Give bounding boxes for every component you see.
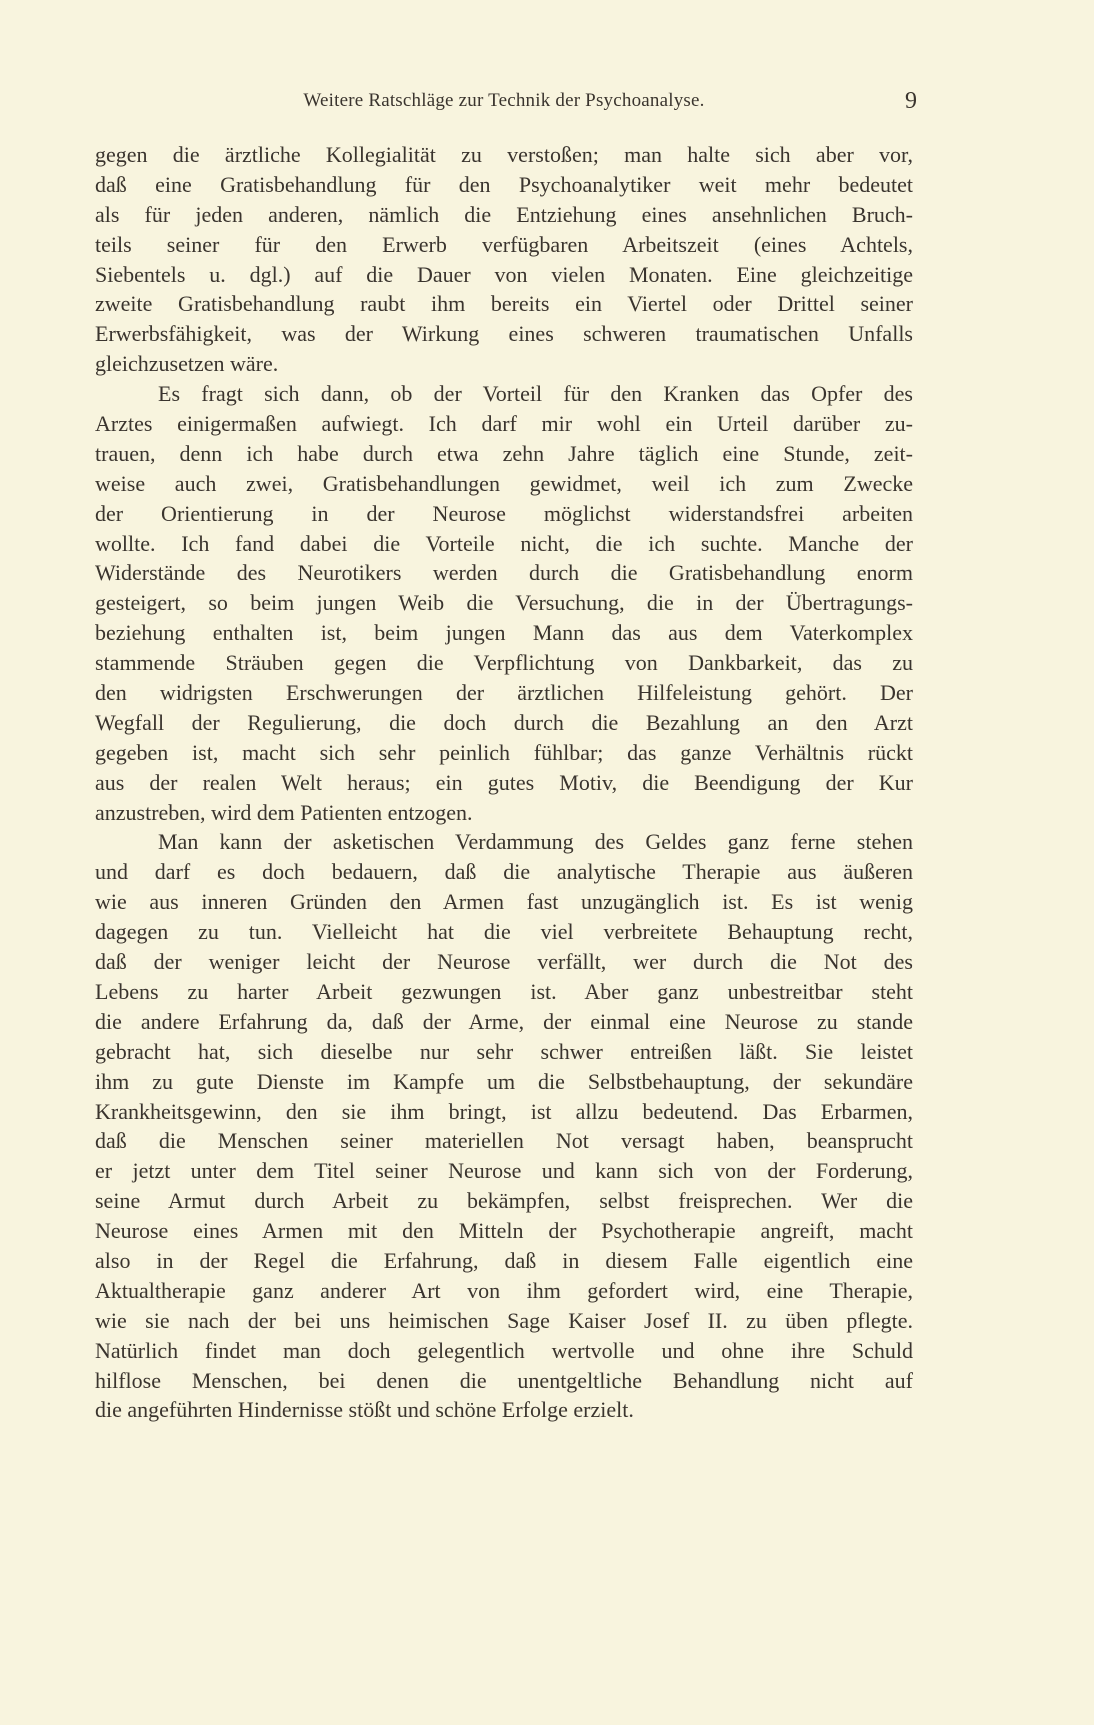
text-line: als für jeden anderen, nämlich die Entziehung eines ansehnlichen Bruch-	[95, 201, 913, 227]
text-line: beziehung enthalten ist, beim jungen Mann das aus dem Vaterkomplex	[95, 620, 913, 646]
text-line: den widrigsten Erschwerungen der ärztlichen Hilfeleistung gehört. Der	[95, 680, 913, 706]
text-line: dagegen zu tun. Vielleicht hat die viel verbreitete Behauptung recht,	[95, 919, 913, 945]
paragraph	[95, 140, 913, 379]
running-title: Weitere Ratschläge zur Technik der Psychoanalyse.	[303, 90, 705, 111]
text-line: Wegfall der Regulierung, die doch durch die Bezahlung an den Arzt	[95, 709, 913, 735]
text-line: Aktualtherapie ganz anderer Art von ihm gefordert wird, eine Therapie,	[95, 1277, 913, 1303]
body-text	[95, 140, 913, 1425]
text-line: er jetzt unter dem Titel seiner Neurose und kann sich von der Forderung,	[95, 1158, 913, 1184]
paragraph	[95, 379, 913, 827]
text-line: gegen die ärztliche Kollegialität zu verstoßen; man halte sich aber vor,	[95, 142, 913, 167]
text-line: wie aus inneren Gründen den Armen fast unzugänglich ist. Es ist wenig	[95, 889, 913, 915]
text-line: zweite Gratisbehandlung raubt ihm bereits ein Viertel oder Drittel seiner	[95, 291, 913, 317]
page-header	[95, 86, 917, 118]
text-line: und darf es doch bedauern, daß die analytische Therapie aus äußeren	[95, 859, 913, 885]
text-line: aus der realen Welt heraus; ein gutes Motiv, die Beendigung der Kur	[95, 769, 913, 795]
paragraph	[95, 827, 913, 1425]
text-line: Neurose eines Armen mit den Mitteln der Psychotherapie angreift, macht	[95, 1218, 913, 1244]
text-line: teils seiner für den Erwerb verfügbaren Arbeitszeit (eines Achtels,	[95, 231, 913, 257]
text-line: gesteigert, so beim jungen Weib die Versuchung, die in der Übertragungs-	[95, 590, 913, 616]
text-line: gebracht hat, sich dieselbe nur sehr schwer entreißen läßt. Sie leistet	[95, 1038, 913, 1064]
text-line: wollte. Ich fand dabei die Vorteile nicht, die ich suchte. Manche der	[95, 530, 913, 556]
page-number: 9	[905, 88, 917, 114]
text-line: Natürlich findet man doch gelegentlich wertvolle und ohne ihre Schuld	[95, 1337, 913, 1363]
text-line: Widerstände des Neurotikers werden durch die Gratisbehandlung enorm	[95, 560, 913, 586]
text-line: stammende Sträuben gegen die Verpflichtung von Dankbarkeit, das zu	[95, 650, 913, 676]
text-line: daß der weniger leicht der Neurose verfällt, wer durch die Not des	[95, 949, 913, 975]
text-line: trauen, denn ich habe durch etwa zehn Jahre täglich eine Stunde, zeit-	[95, 440, 913, 466]
text-line: wie sie nach der bei uns heimischen Sage Kaiser Josef II. zu üben pflegte.	[95, 1307, 913, 1333]
text-line: hilflose Menschen, bei denen die unentgeltliche Behandlung nicht auf	[95, 1367, 913, 1393]
text-line: der Orientierung in der Neurose möglichst widerstandsfrei arbeiten	[95, 500, 913, 526]
text-line: die andere Erfahrung da, daß der Arme, der einmal eine Neurose zu stande	[95, 1008, 913, 1034]
text-line: weise auch zwei, Gratisbehandlungen gewidmet, weil ich zum Zwecke	[95, 470, 913, 496]
text-line: Erwerbsfähigkeit, was der Wirkung eines schweren traumatischen Unfalls	[95, 321, 913, 347]
text-line: ihm zu gute Dienste im Kampfe um die Selbstbehauptung, der sekundäre	[95, 1068, 913, 1094]
text-line: Siebentels u. dgl.) auf die Dauer von vielen Monaten. Eine gleichzeitige	[95, 261, 913, 287]
text-line: daß die Menschen seiner materiellen Not versagt haben, beansprucht	[95, 1128, 913, 1154]
text-line: Krankheitsgewinn, den sie ihm bringt, ist allzu bedeutend. Das Erbarmen,	[95, 1098, 913, 1124]
text-line: Man kann der asketischen Verdammung des Geldes ganz ferne stehen	[158, 829, 913, 855]
text-line: seine Armut durch Arbeit zu bekämpfen, selbst freisprechen. Wer die	[95, 1188, 913, 1214]
text-line: die angeführten Hindernisse stößt und schöne Erfolge erzielt.	[95, 1397, 634, 1423]
text-line: also in der Regel die Erfahrung, daß in diesem Falle eigentlich eine	[95, 1247, 913, 1273]
text-line: gegeben ist, macht sich sehr peinlich fühlbar; das ganze Verhältnis rückt	[95, 739, 913, 765]
text-line: gleichzusetzen wäre.	[95, 351, 279, 377]
text-line: Es fragt sich dann, ob der Vorteil für den Kranken das Opfer des	[158, 381, 913, 407]
text-line: Arztes einigermaßen aufwiegt. Ich darf mir wohl ein Urteil darüber zu-	[95, 411, 913, 437]
text-line: daß eine Gratisbehandlung für den Psychoanalytiker weit mehr bedeutet	[95, 171, 913, 197]
text-line: anzustreben, wird dem Patienten entzogen.	[95, 799, 473, 825]
text-line: Lebens zu harter Arbeit gezwungen ist. Aber ganz unbestreitbar steht	[95, 978, 913, 1004]
